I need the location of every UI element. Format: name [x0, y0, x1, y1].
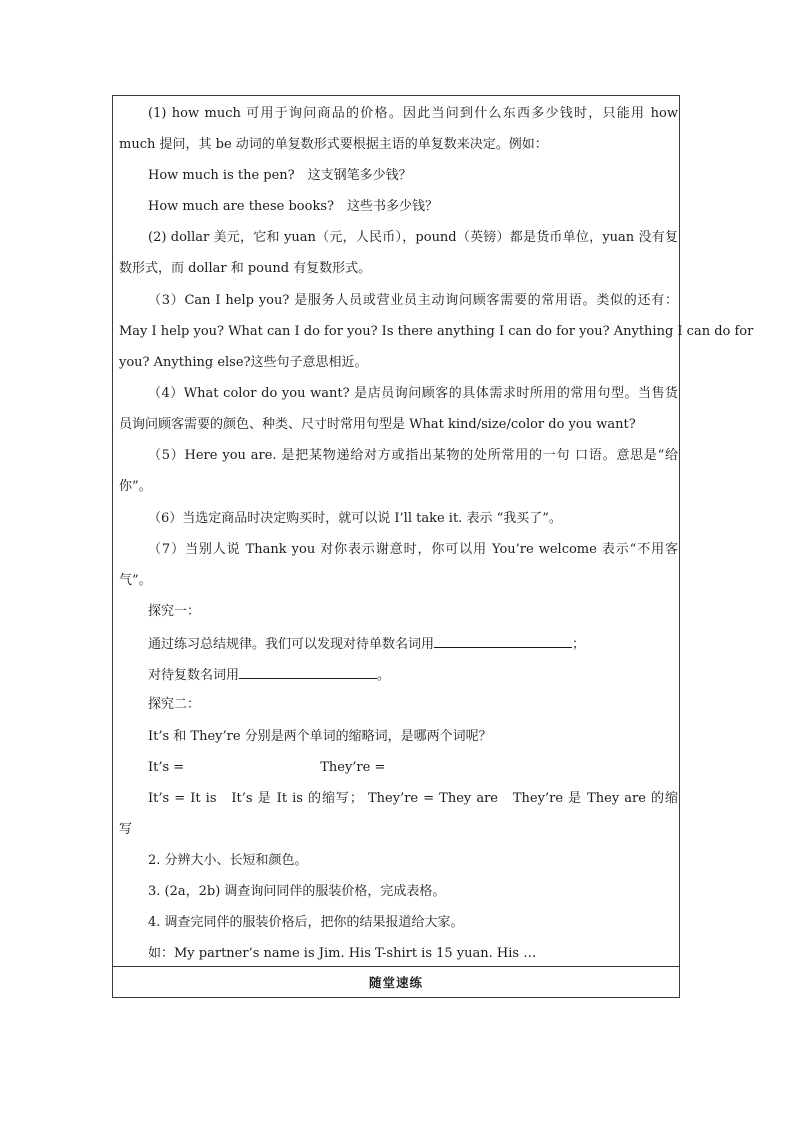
note-3-line-2: May I help you? What can I do for you? Is there anything I can do for you? Anything I can do for — [119, 324, 754, 339]
explore-1-line-2-end: 。 — [377, 668, 391, 683]
explore-1-line-1-end: ； — [572, 637, 586, 652]
note-7-line-2: 气”。 — [119, 573, 152, 588]
note-6-line-1: （6）当选定商品时决定购买时，就可以说 I’ll take it. 表示 “我买了”。 — [148, 511, 562, 526]
note-1-example-2: How much are these books? 这些书多少钱？ — [148, 199, 438, 214]
singular-noun-blank[interactable] — [434, 635, 572, 648]
task-4: 4. 调查完同伴的服装价格后，把你的结果报道给大家。 — [148, 915, 464, 930]
explore-1-heading: 探究一： — [148, 604, 201, 619]
note-5-line-2: 你”。 — [119, 479, 152, 494]
note-4-line-2: 员询问顾客需要的颜色、种类、尺寸时常用句型是 What kind/size/color do you want? — [119, 417, 636, 432]
note-7-line-1: （7）当别人说 Thank you 对你表示谢意时，你可以用 You’re welcome 表示“不用客 — [148, 542, 678, 557]
note-1-example-1: How much is the pen? 这支钢笔多少钱？ — [148, 168, 412, 183]
explore-1-line-1 — [148, 635, 678, 653]
explore-1-line-1-text: 通过练习总结规律。我们可以发现对待单数名词用 — [148, 637, 435, 652]
note-2-line-2: 数形式，而 dollar 和 pound 有复数形式。 — [119, 261, 372, 276]
contraction-answer-wrap: 写 — [119, 822, 133, 837]
theyre-answer: They’re = They are They’re 是 They are 的缩 — [367, 791, 678, 806]
task-2: 2. 分辨大小、长短和颜色。 — [148, 853, 308, 868]
task-3: 3. (2a，2b) 调查询问同伴的服装价格，完成表格。 — [148, 884, 446, 899]
its-label: It’s = — [148, 760, 185, 775]
note-1-line-2: much 提问，其 be 动词的单复数形式要根据主语的单复数来决定。例如： — [119, 137, 548, 152]
theyre-label: They’re = — [320, 760, 386, 775]
practice-section-header — [113, 967, 679, 997]
contraction-answer-row — [148, 791, 678, 807]
explore-2-heading: 探究二： — [148, 697, 201, 712]
its-answer: It’s = It is It’s 是 It is 的缩写； — [148, 791, 363, 806]
notes-cell — [113, 96, 754, 967]
worksheet-table — [112, 95, 754, 998]
note-1-line-1: (1) how much 可用于询问商品的价格。因此当问到什么东西多少钱时，只能用 how — [148, 106, 678, 121]
task-4-example: 如：My partner’s name is Jim. His T-shirt is 15 yuan. His … — [148, 946, 537, 961]
note-2-line-1: (2) dollar 美元，它和 yuan（元，人民币），pound（英镑）都是货币单位，yuan 没有复 — [148, 230, 678, 245]
plural-noun-blank[interactable] — [239, 666, 377, 679]
note-3-line-3: you? Anything else?这些句子意思相近。 — [119, 355, 368, 370]
note-5-line-1: （5）Here you are. 是把某物递给对方或指出某物的处所常用的一句 口语。意思是“给 — [148, 448, 678, 463]
explore-2-question: It’s 和 They’re 分别是两个单词的缩略词，是哪两个词呢？ — [148, 729, 492, 744]
note-4-line-1: （4）What color do you want? 是店员询问顾客的具体需求时所用的常用句型。当售货 — [148, 386, 678, 401]
note-3-line-1: （3）Can I help you? 是服务人员或营业员主动询问顾客需要的常用语。类似的还有： — [148, 293, 678, 308]
contraction-labels-row — [148, 760, 678, 776]
explore-1-line-2 — [148, 666, 678, 684]
section-title: 随堂速练 — [368, 975, 423, 990]
explore-1-line-2-text: 对待复数名词用 — [148, 668, 240, 683]
